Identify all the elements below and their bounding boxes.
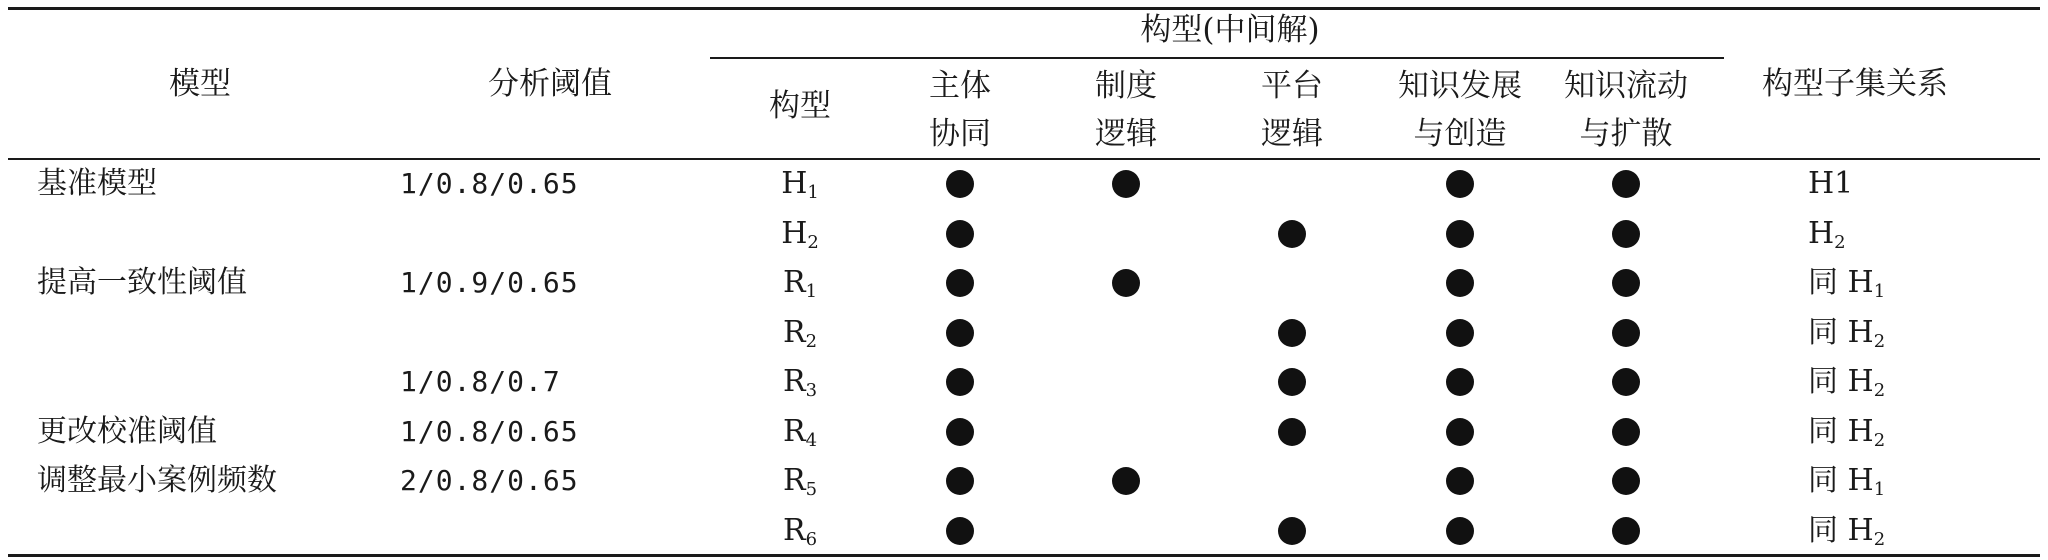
core-condition-dot [1278,418,1306,446]
row-threshold: 1/0.8/0.65 [400,167,579,200]
core-condition-dot [1278,319,1306,347]
header-cond4-line2: 与创造 [1413,116,1507,152]
subset-prefix: 同 [1808,314,1848,350]
row-config [740,263,860,303]
table-top-rule [8,7,2040,10]
core-condition-dot [1278,517,1306,545]
config-subscript: 6 [805,528,818,550]
header-cond4-line1: 知识发展 [1398,68,1522,104]
config-subscript: 2 [807,231,819,253]
row-model: 基准模型 [37,166,157,201]
header-threshold: 分析阈值 [488,66,612,102]
row-model: 提高一致性阈值 [37,265,247,300]
row-model: 调整最小案例频数 [37,463,277,498]
core-condition-dot [1278,368,1306,396]
config-subscript: 4 [805,429,818,451]
config-subscript: 5 [805,479,818,500]
core-condition-dot [946,418,974,446]
row-threshold: 1/0.9/0.65 [400,266,579,299]
core-condition-dot [1612,418,1640,446]
core-condition-dot [1612,319,1640,347]
row-threshold: 2/0.8/0.65 [400,464,579,497]
subset-prefix: 同 [1808,364,1848,399]
subset-subscript: 2 [1873,330,1886,352]
row-config [740,511,860,551]
core-condition-dot [1446,467,1474,495]
header-cond3-line1: 平台 [1261,68,1323,104]
subset-letter: H [1847,265,1874,300]
core-condition-dot [1446,517,1474,545]
config-letter: R [782,364,806,399]
subset-letter: H [1808,215,1835,251]
core-condition-dot [946,467,974,495]
row-subset [1808,412,1885,452]
core-condition-dot [1612,170,1640,198]
core-condition-dot [1112,269,1140,297]
core-condition-dot [1278,220,1306,248]
core-condition-dot [1446,319,1474,347]
row-model: 更改校准阈值 [37,413,217,449]
row-threshold: 1/0.8/0.65 [400,414,579,448]
config-letter: H [781,215,808,251]
core-condition-dot [946,269,974,297]
config-letter: R [782,512,806,548]
subset-subscript: 2 [1834,231,1846,253]
row-subset [1808,461,1885,501]
subset-letter: H [1847,364,1874,399]
header-bottom-rule [8,158,2040,160]
core-condition-dot [1612,269,1640,297]
header-cond5-line2: 与扩散 [1579,116,1673,152]
subset-prefix: 同 [1808,413,1848,449]
subset-subscript: 2 [1873,528,1886,550]
core-condition-dot [1112,467,1140,495]
core-condition-dot [946,220,974,248]
row-subset [1808,313,1885,353]
header-cond2-line1: 制度 [1095,68,1157,104]
config-letter: R [782,463,806,498]
header-cond1-line2: 协同 [929,116,991,152]
header-cond3-line2: 逻辑 [1261,116,1323,152]
subset-subscript: 1 [1873,281,1886,302]
subset-prefix: 同 [1808,512,1848,548]
config-letter: R [782,265,806,300]
header-cond1-line1: 主体 [929,68,991,104]
row-subset [1808,263,1885,303]
subset-letter: H [1847,413,1874,449]
subset-letter: H [1847,512,1874,548]
core-condition-dot [946,170,974,198]
row-config [740,362,860,402]
row-subset [1808,511,1885,551]
row-config [740,164,860,204]
header-config-group: 构型(中间解) [1140,12,1320,48]
row-config [740,461,860,501]
header-cond2-line2: 逻辑 [1095,116,1157,152]
core-condition-dot [1446,170,1474,198]
config-letter: H [781,166,808,201]
row-subset [1808,164,1853,204]
header-config: 构型 [769,88,831,124]
core-condition-dot [1612,467,1640,495]
core-condition-dot [1612,517,1640,545]
row-config [740,214,860,254]
core-condition-dot [1612,220,1640,248]
subset-prefix: 同 [1808,463,1848,498]
core-condition-dot [946,319,974,347]
group-header-rule [710,57,1724,59]
config-subscript: 1 [807,182,819,203]
row-subset [1808,362,1885,402]
core-condition-dot [1446,269,1474,297]
config-letter: R [782,314,806,350]
row-threshold: 1/0.8/0.7 [400,365,561,398]
core-condition-dot [1612,368,1640,396]
config-letter: R [782,413,806,449]
row-config [740,412,860,452]
header-model: 模型 [169,66,231,102]
config-subscript: 2 [805,330,818,352]
row-subset [1808,214,1846,254]
subset-letter: H [1847,463,1874,498]
subset-subscript: 2 [1873,429,1886,451]
core-condition-dot [1446,418,1474,446]
core-condition-dot [1446,220,1474,248]
config-subscript: 1 [805,281,818,302]
row-config [740,313,860,353]
core-condition-dot [1446,368,1474,396]
core-condition-dot [1112,170,1140,198]
subset-letter: H1 [1808,166,1854,201]
header-subset: 构型子集关系 [1762,66,1948,102]
subset-letter: H [1847,314,1874,350]
header-cond5-line1: 知识流动 [1564,68,1688,104]
table-bottom-rule [8,554,2040,557]
subset-subscript: 1 [1873,479,1886,500]
core-condition-dot [946,517,974,545]
subset-subscript: 2 [1873,380,1886,401]
core-condition-dot [946,368,974,396]
config-subscript: 3 [805,380,818,401]
subset-prefix: 同 [1808,265,1848,300]
